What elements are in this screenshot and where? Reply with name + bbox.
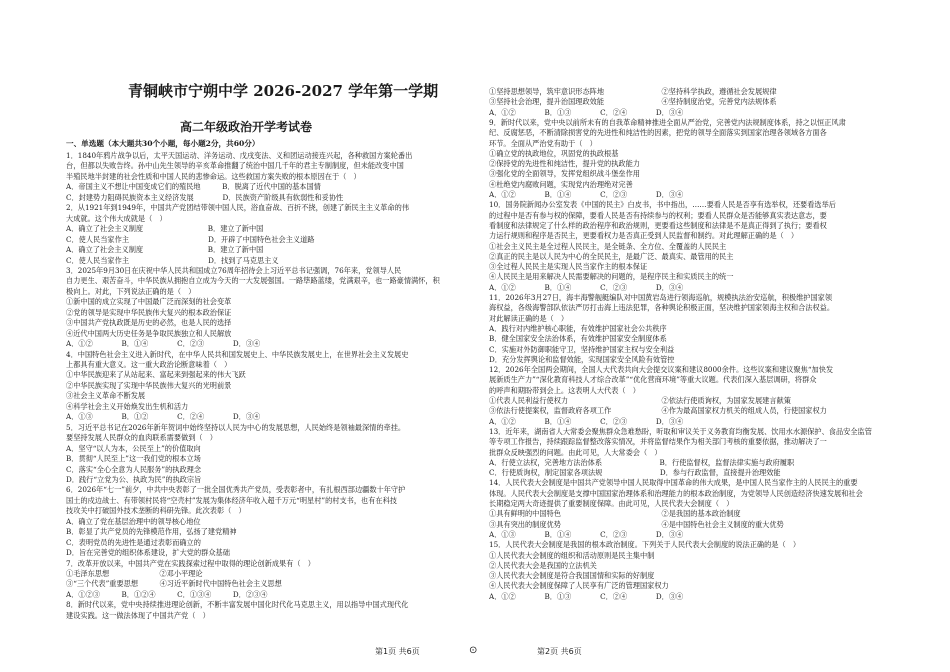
text-line: A．①② B．①③ C．②④ D．③④ [489,591,684,601]
text-line: C．落实“全心全意为人民服务”的执政理念 [66,464,202,474]
text-line: A．①②③ B．①②④ C．①③④ D．②③④ [66,589,268,599]
text-line: D．充分发挥舆论和监督效能，实现国家安全风险有效管控 [489,354,675,364]
text-line: ③强化党的全面领导，发挥党组织战斗堡垒作用 [489,169,640,179]
text-line: ②人民代表大会是我国的立法机关 [489,560,597,570]
text-line: 展新质生产力”“深化教育科技人才综合改革”“优化营商环境”等重大议题。代表们深入基层调研，将群众 [489,375,817,385]
text-line: ①社会主义民主是全过程人民民主，是全链条、全方位、全覆盖的人民民主 [489,241,727,251]
text-line: A．确立了党在基层治理中的领导核心地位 [66,516,201,526]
text-line: 看制度和法律规定了什么样的政治程序和政治规则，更要看这些制度和法律是不是真正得到了执行；要看权 [489,220,827,230]
text-line: ③“三个代表”重要思想 ④习近平新时代中国特色社会主义思想 [66,579,282,589]
text-line: A．①② B．①④ C．②③ D．③④ [489,190,684,199]
text-line: ③社会主义革命不断发展 [66,391,146,401]
text-line: ④人民代表大会制度保障了人民享有广泛的管理国家权力 [489,581,669,591]
text-line: 6．2026年“七一”前夕，中共中央表彰了一批全国优秀共产党员，受表彰者中，有扎根西部边疆数十年守护 [66,485,406,495]
text-line: A．①③ B．①② C．②④ D．③④ [66,412,261,422]
text-line: ③人民代表大会制度是符合我国国情和实际的好制度 [489,571,655,581]
text-line: D．践行“立党为公、执政为民”的执政宗旨 [66,474,202,484]
text-line: 批群众反映强烈的问题。由此可见，人大常委会（ ） [489,447,662,457]
text-line: ④人民民主是用来解决人民需要解决的问题的，是程序民主和实质民主的统一 [489,272,734,282]
text-line: 11．2026年3月27日，海丰海警舰艇编队对中国黄岩岛进行领海巡航，规模执法治安巡航，积极维护国家领 [489,293,833,302]
text-line: C．实施对外防御职能守卫，坚持维护国家主权与安全利益 [489,344,675,354]
text-line: 9．新时代以来，党中央以前所未有的自我革命精神推进全面从严治党，完善党内法规制度体系，持之以恒正风肃 [489,117,846,127]
text-line: A．①② B．①④ C．②③ D．③④ [489,282,684,292]
text-line: ②真正的民主是以人民为中心的全民民主，是最广泛、最真实、最管用的民主 [489,251,734,261]
text-line: 要坚持发展人民群众的血肉联系需要做到（ ） [66,433,217,443]
text-line: ①毛泽东思想 ②邓小平理论 [66,569,203,578]
text-line: A．践行对内维护核心职能，有效维护国家社会公共秩序 [489,323,667,333]
text-line: 13．近年来，湖南省人大常委会聚焦群众急难愁盼，听取和审议关于义务教育均衡发展、饮用水水源保护、食品安全监管 [489,426,872,436]
text-line: B．彰显了共产党员的先锋模范作用，弘扬了建党精神 [66,527,237,537]
text-line: 环节。全面从严治党有助于（ ） [489,138,597,148]
text-line: 8．新时代以来，党中央持续推进理论创新，不断丰富发展中国化时代化马克思主义，用以指导中国式现代化 [66,600,409,610]
text-line: ②中华民族实现了实现中华民族伟大复兴的光明前景 [66,380,232,390]
text-line: 的过程中是否有参与权的保障，要看人民是否有持续参与的权利；要看人民群众是否能够真实表达意志，要 [489,210,827,220]
text-line: A．①② B．①③ C．②④ D．③④ [489,107,684,117]
text-line: A．帝国主义不想让中国变成它们的殖民地 B．脱离了近代中国的基本国情 [66,182,321,192]
text-line: 大成就。这个伟大成就是（ ） [66,213,167,223]
text-line: B．健全国家安全法治体系，有效维护国家安全制度体系 [489,334,667,344]
text-line: ①坚持思想领导，筑牢意识形态阵地 ②坚持科学执政，遵循社会发展规律 [489,87,777,96]
text-line: 10．国务院新闻办公室发表《中国的民主》白皮书，书中指出，……要看人民是否享有选举权，还要看选举后 [489,200,836,210]
text-line: ④杜绝党内腐败问题，实现党内治理绝对完善 [489,179,633,189]
text-line: ③中国共产党执政既是历史的必然，也是人民的选择 [66,318,232,328]
text-line: 技攻关中打破国外技术垄断的科研先锋。此次表彰（ ） [66,506,246,516]
text-line: 上都具有重大意义。这一重大政治论断意味着（ ） [66,360,232,369]
text-line: ④科学社会主义开始焕发出生机和活力 [66,401,189,411]
text-line: 1．1840年鸦片战争以后，太平天国运动、洋务运动、戊戌变法、义和团运动接连兴起，各种救国方案轮番出 [66,151,413,160]
text-line: 极向上。对此，下列说法正确的是（ ） [66,286,196,296]
text-line: C．表明党员的先进性是通过表彰而确立的 [66,537,201,547]
text-line: C．封建势力阻碍民族资本主义经济发展 D．民族资产阶级具有软弱性和妥协性 [66,192,344,202]
text-line: 2．从1921年到1949年，中国共产党团结带领中国人民，浴血奋战、百折不挠，创建了新民主主义革命的伟 [66,203,410,213]
exam-subtitle: 高二年级政治开学考试卷 [180,120,313,134]
text-line: A．行使立法权，完善地方法治体系 B．行使监督权，监督法律实施与政府履职 [489,457,795,467]
text-line: B．贯彻“人民至上”这一我们党的根本立场 [66,454,201,464]
text-line: A．确立了社会主义制度 B．建立了新中国 [66,224,264,234]
text-line: 5．习近平总书记在2026年新年贺词中始终坚持以人民为中心的发展思想，人民始终是领袖最深情的牵挂。 [66,422,406,432]
page-right [475,0,950,672]
text-line: D．旨在完善党的组织体系建设，扩大党的群众基础 [66,548,230,558]
text-line: 3．2025年9月30日在庆祝中华人民共和国成立76周年招待会上习近平总书记强调，76年来，党领导人民 [66,265,402,275]
text-line: ③具有突出的制度优势 ④是中国特色社会主义制度的重大优势 [489,519,784,529]
text-line: 海权益，各级海警部队依法严厉打击海上违法犯罪，各种舆论积极正面，坚决维护国家领海主权和合法权益。 [489,303,835,313]
text-line: 纪、反腐惩恶，不断清除损害党的先进性和纯洁性的因素，把党的领导全面落实到国家治理各领域各方面各 [489,128,827,138]
text-line: A．①③ B．①④ C．②③ D．③④ [489,529,684,539]
page-number-left: 第1页 共6页 [375,647,420,656]
text-line: ③坚持社会治理，提升治国理政效能 ④坚持制度治党，完善党内法规体系 [489,97,777,107]
text-line: ①中华民族迎来了从站起来、富起来到强起来的伟大飞跃 [66,370,246,380]
text-line: ④近代中国两大历史任务是争取民族独立和人民解放 [66,328,232,338]
text-line: C．行使质询权，制定国家各项法规 D．参与行政监督，直接提升治理效能 [489,468,781,478]
page-number-right: 第2页 共6页 [537,647,582,656]
text-line: 12．2026年全国两会期间，全国人大代表共向大会提交议案和建议8000余件。这些议案和建议聚焦“加快发 [489,365,834,375]
text-line: ①确立党的执政地位，巩固党的执政根基 [489,148,619,158]
text-line: 14．人民代表大会制度是中国共产党领导中国人民取得中国革命的伟大成果，是中国人民当家作主的人民民主的重要 [489,478,858,488]
text-line: 等专项工作报告，持续跟踪监督整改落实情况，并将监督结果作为相关部门考核的重要依据，推动解决了一 [489,437,827,447]
text-line: 对此解读正确的是（ ） [489,313,569,323]
text-line: A．①② B．①④ C．②③ D．③④ [66,339,261,349]
text-line: 7．改革开放以来，中国共产党在实践探索过程中取得的理论创新成果有（ ） [66,558,315,568]
text-line: 建设实践。这一做法体现了中国共产党（ ） [66,610,210,620]
center-mark: ⊙ [469,645,478,656]
text-line: ③全过程人民民主是实现人民当家作主的根本保证 [489,262,648,272]
section-heading: 一、单选题（本大题共30个小题，每小题2分，共60分） [66,139,260,148]
text-line: 国土的戍边战士、有带领村民将“空壳村”发展为集体经济年收入超千万元“明星村”的村支书，也有在科技 [66,495,397,505]
text-line: 15．人民代表大会制度是我国的根本政治制度。下列关于人民代表大会制度的说法正确的是（ ） [489,540,801,550]
text-line: C．使人民当家作主 D．找到了马克思主义 [66,255,279,265]
text-line: ①代表人民利益行使权力 ②依法行使质询权，为国家发展建言献策 [489,396,791,405]
text-line: 自力更生、艰苦奋斗，中华民族从拥抱自立成为今天的一大发展强国。一路筚路蓝缕，党满艰辛，也一路豪情满怀，积 [66,276,440,286]
text-line: ②保持党的先进性和纯洁性，提升党的执政能力 [489,159,640,169]
text-line: 4．中国特色社会主义进入新时代，在中华人民共和国发展史上、中华民族发展史上，在世界社会主义发展史 [66,349,409,359]
text-line: ①新中国的成立实现了中国最广泛而深刻的社会变革 [66,297,232,307]
text-line: A．①② B．①④ C．②③ D．③④ [489,416,684,426]
text-line: 半殖民地半封建的社会性质和中国人民的悲惨命运。这些救国方案失败的根本原因在于（ ） [66,171,361,181]
text-line: 的呼声和期盼带到会上。这表明人大代表（ ） [489,385,640,395]
text-line: A．坚守“以人为本，公民至上”的价值取向 [66,443,201,453]
text-line: ①具有鲜明的中国特色 ②是我国的基本政治制度 [489,509,741,519]
text-line: C．使人民当家作主 D．开辟了中国特色社会主义道路 [66,234,315,244]
text-line: ③依法行使提案权，监督政府各项工作 ④作为最高国家权力机关的组成人员，行使国家权力 [489,406,827,416]
text-line: 体现。人民代表大会制度是支撑中国国家治理体系和治理能力的根本政治制度，为党领导人民创造经济快速发展和社会 [489,488,863,498]
text-line: 长期稳定两大奇迹提供了重要制度保障。由此可见，人民代表大会制度（ ） [489,499,734,508]
exam-title: 青铜峡市宁朔中学 2026-2027 学年第一学期 [128,82,439,100]
text-line: ②党的领导是实现中华民族伟大复兴的根本政治保证 [66,307,232,317]
text-line: 力运行规则和程序是否民主，更要看权力是否真正受到人民监督和制约。对此理解正确的是（ ） [489,231,799,241]
text-line: 台，但都以失败告终。孙中山先生领导的辛亥革命推翻了统治中国几千年的君主专制制度，但未能改变中国 [66,161,404,171]
text-line: ①人民代表大会制度的组织和活动原则是民主集中制 [489,550,655,560]
text-line: A．确立了社会主义制度 B．建立了新中国 [66,245,264,255]
